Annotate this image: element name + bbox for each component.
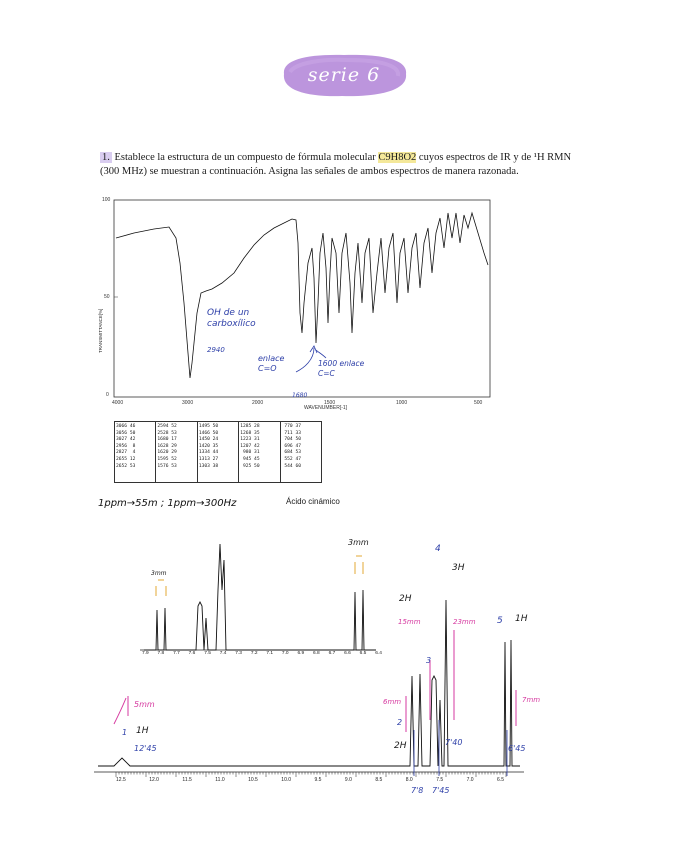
ir-x-axis-label: WAVENUMBER[-1] [304,405,348,411]
peak-table-column: 3066 46 3056 50 3027 42 2956 8 2827 4 2655 12 2652 53 [115,422,156,482]
peak-table-column: 2594 52 2528 53 1680 17 1628 29 1620 29 1595 52 1576 53 [156,422,197,482]
molecular-formula: C9H8O2 [378,152,417,163]
ir-x-tick: 1000 [396,400,408,406]
signal2-label: 2H [394,741,407,751]
signal1-label: 1H [136,726,149,736]
problem-text-after: cuyos espectros de IR y de ¹H RMN (300 MHz) se muestran a continuación. Asigna las señales de ambos espectros de manera razonada. [100,152,572,177]
peak-table-column: 770 37 711 33 704 50 696 47 684 53 552 47 544 60 [281,424,301,469]
main-x-axis: 12.5 12.0 11.5 11.0 10.5 10.0 9.5 9.0 8.5 8.0 7.5 7.0 6.5 [116,777,504,783]
signal3-height: 15mm [398,618,421,626]
ir-y-tick: 0 [106,392,109,398]
signal5-shift: 6'45 [508,744,526,753]
inset-note-right: 3mm [348,538,369,547]
signal2-height: 6mm [383,698,402,706]
signal1-shift: 12'45 [134,744,157,753]
problem-text-before: Establece la estructura de un compuesto de fórmula molecular [111,152,379,163]
compound-name: Ácido cinámico [286,497,340,506]
inset-x-axis: 7.9 7.8 7.7 7.6 7.5 7.4 7.3 7.2 7.1 7.0 6.9 6.8 6.7 6.6 6.5 6.4 [142,651,382,656]
inset-note-left: 3mm [151,570,167,577]
signal3-shift: 7'45 [432,786,450,795]
ir-x-tick: 1500 [324,400,336,406]
series-banner [276,50,412,100]
ir-annotation-arrows [290,340,330,390]
signal3-value: 7'40 [445,738,463,747]
ir-y-tick: 100 [102,197,111,203]
signal3-number: 3 [426,656,432,665]
signal4-number: 4 [435,544,441,554]
ir-annotation-oh-value: 2940 [207,346,225,354]
nmr-scale-note: 1ppm→55m ; 1ppm→300Hz [98,498,237,509]
signal4-label: 3H [452,563,465,573]
ir-y-tick: 50 [104,294,110,300]
ir-x-tick: 500 [474,400,483,406]
signal5-jheight: 23mm [453,618,476,626]
ir-annotation-co: enlace C=O [258,354,285,373]
ir-y-axis-label: TRANSMITTANCE[%] [98,308,103,353]
ir-x-tick: 3000 [182,400,194,406]
peak-table-column: 1495 50 1466 50 1450 24 1420 35 1334 44 1313 27 1303 38 [198,422,239,482]
banner-title: serie 6 [307,64,381,86]
signal3-label: 2H [399,594,412,604]
signal5-number: 5 [497,616,503,626]
peak-table-column: 1285 28 1268 35 1223 31 1207 42 980 31 945 45 925 50 [239,422,280,482]
signal5-height: 7mm [522,696,541,704]
signal2-shift: 7'8 [411,786,424,795]
problem-number: 1. [102,152,110,163]
problem-statement [100,151,590,179]
ir-annotation-co-value: 1680 [292,392,308,399]
nmr-main-spectrum [94,580,524,780]
ir-x-tick: 4000 [112,400,124,406]
ir-annotation-oh: OH de un carboxílico [207,308,256,329]
signal5-label: 1H [515,614,528,624]
signal1-number: 1 [122,728,128,737]
ir-x-tick: 2000 [252,400,264,406]
ir-peak-table [114,421,322,483]
ir-annotation-cc: 1600 enlace C=C [318,359,365,378]
signal2-number: 2 [397,718,403,727]
signal1-height: 5mm [134,700,155,709]
